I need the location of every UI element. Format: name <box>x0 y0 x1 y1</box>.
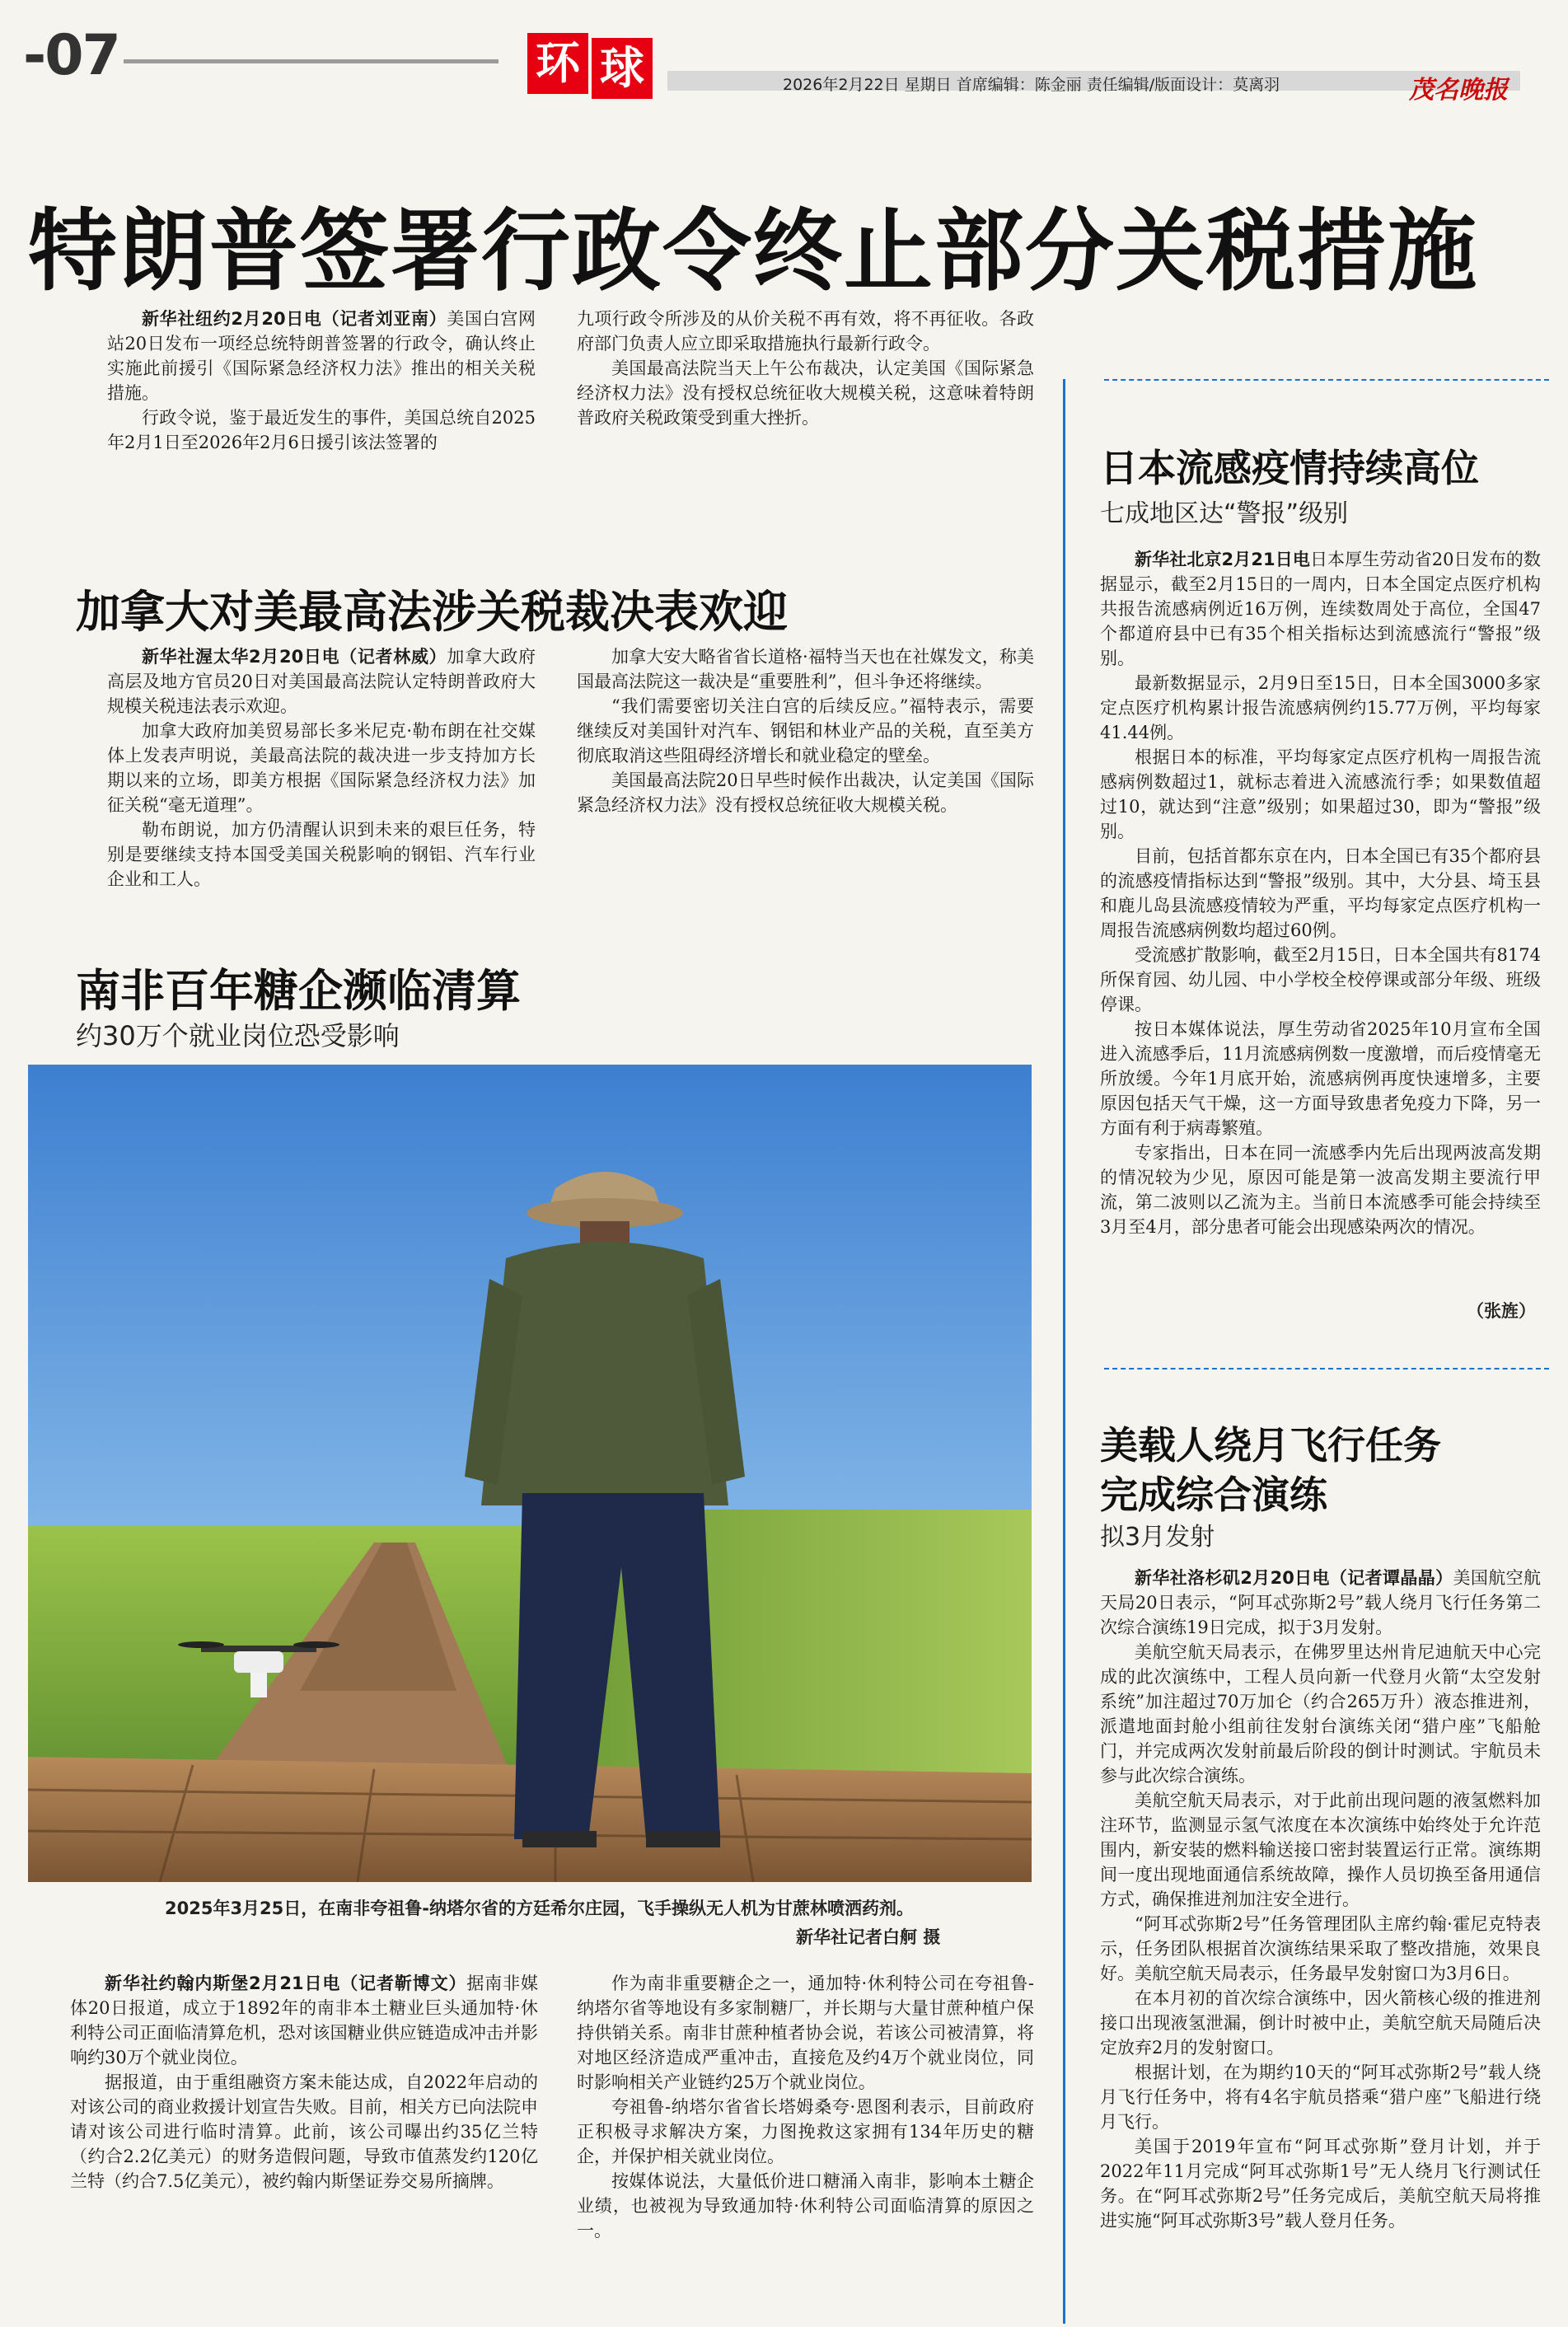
paragraph: 受流感扩散影响，截至2月15日，日本全国共有8174所保育园、幼儿园、中小学校全校停课或部分年级、班级停课。 <box>1100 945 1541 1014</box>
paragraph: 据报道，由于重组融资方案未能达成，自2022年启动的对该公司的商业救援计划宣告失败。目前，相关方已向法院申请对该公司进行临时清算。此前，该公司曝出约35亿兰特（约合2.2亿美元）的财务造假问题，导致市值蒸发约120亿兰特（约合7.5亿美元），被约翰内斯堡证券交易所摘牌。 <box>70 2072 538 2191</box>
photo-credit: 新华社记者白舸 摄 <box>796 1927 941 1947</box>
moon-body <box>1100 1566 1541 2233</box>
section-char-2: 球 <box>592 38 653 99</box>
paragraph: 美国于2019年宣布“阿耳忒弥斯”登月计划，并于2022年11月完成“阿耳忒弥斯1号”无人绕月飞行测试任务。在“阿耳忒弥斯2号”任务完成后，美航空航天局将推进实施“阿耳忒弥斯3号”载人登月任务。 <box>1100 2137 1541 2231</box>
main-col-2 <box>577 307 1034 430</box>
paragraph: 新华社北京2月21日电日本厚生劳动省20日发布的数据显示，截至2月15日的一周内，日本全国定点医疗机构共报告流感病例近16万例，连续数周处于高位，全国47个都道府县中已有35个相关指标达到流感流行“警报”级别。 <box>1100 550 1541 668</box>
canada-col-1 <box>107 644 536 892</box>
section-label <box>527 33 655 99</box>
main-col-1 <box>107 307 536 455</box>
paragraph: 作为南非重要糖企之一，通加特·休利特公司在夸祖鲁-纳塔尔省等地设有多家制糖厂，并长期与大量甘蔗种植户保持供销关系。南非甘蔗种植者协会说，若该公司被清算，将对地区经济造成严重冲击，直接危及约4万个就业岗位，同时影响相关产业链约25万个就业岗位。 <box>577 1974 1034 2092</box>
moon-headline-line2: 完成综合演练 <box>1100 1473 1327 1517</box>
canada-headline: 加拿大对美最高法涉关税裁决表欢迎 <box>76 586 788 638</box>
section-char-1: 环 <box>527 33 588 94</box>
moon-subtitle: 拟3月发射 <box>1100 1523 1215 1552</box>
dateline: 新华社渥太华2月20日电（记者林威） <box>142 647 447 667</box>
page-number: -07 <box>23 23 119 88</box>
japan-body <box>1100 547 1541 1239</box>
paragraph: 加拿大安大略省省长道格·福特当天也在社媒发文，称美国最高法院这一裁决是“重要胜利”，但斗争还将继续。 <box>577 647 1034 691</box>
rail-mid-rule <box>1104 1368 1549 1370</box>
paragraph: 在本月初的首次综合演练中，因火箭核心级的推进剂接口出现液氢泄漏，倒计时被中止，美航空航天局随后决定放弃2月的发射窗口。 <box>1100 1988 1541 2058</box>
paragraph: 专家指出，日本在同一流感季内先后出现两波高发期的情况较为少见，原因可能是第一波高发期主要流行甲流，第二波则以乙流为主。当前日本流感季可能会持续至3月至4月，部分患者可能会出现感染两次的情况。 <box>1100 1143 1541 1237</box>
paragraph: 美航空航天局表示，在佛罗里达州肯尼迪航天中心完成的此次演练中，工程人员向新一代登月火箭“太空发射系统”加注超过70万加仑（约合265万升）液态推进剂，派遣地面封舱小组前往发射台演练关闭“猎户座”飞船舱门，并完成两次发射前最后阶段的倒计时测试。宇航员未参与此次综合演练。 <box>1100 1642 1541 1786</box>
paragraph: 根据计划，在为期约10天的“阿耳忒弥斯2号”载人绕月飞行任务中，将有4名宇航员搭乘“猎户座”飞船进行绕月飞行。 <box>1100 2062 1541 2132</box>
main-headline: 特朗普签署行政令终止部分关税措施 <box>28 200 1479 303</box>
paper-logo: 茂名晚报 <box>1409 76 1508 105</box>
paragraph: 目前，包括首都东京在内，日本全国已有35个都府县的流感疫情指标达到“警报”级别。其中，大分县、埼玉县和鹿儿岛县流感疫情较为严重，平均每家定点医疗机构一周报告流感病例数均超过60例。 <box>1100 846 1541 940</box>
paragraph: 新华社纽约2月20日电（记者刘亚南）美国白宫网站20日发布一项经总统特朗普签署的行政令，确认终止实施此前援引《国际紧急经济权力法》推出的相关关税措施。 <box>107 309 536 403</box>
paragraph: 加拿大政府加美贸易部长多米尼克·勒布朗在社交媒体上发表声明说，美最高法院的裁决进一步支持加方长期以来的立场，即美方根据《国际紧急经济权力法》加征关税“毫无道理”。 <box>107 721 536 815</box>
paragraph: “阿耳忒弥斯2号”任务管理团队主席约翰·霍尼克特表示，任务团队根据首次演练结果采取了整改措施，效果良好。美航空航天局表示，任务最早发射窗口为3月6日。 <box>1100 1914 1541 1983</box>
japan-headline: 日本流感疫情持续高位 <box>1100 446 1479 490</box>
paragraph: 美国最高法院20日早些时候作出裁决，认定美国《国际紧急经济权力法》没有授权总统征收大规模关税。 <box>577 770 1034 815</box>
column-divider <box>1063 379 1065 2324</box>
canada-col-2 <box>577 644 1034 817</box>
southafrica-col-2 <box>577 1971 1034 2243</box>
sugarcane-drone-photo <box>28 1065 1032 1882</box>
paragraph: “我们需要密切关注白宫的后续反应。”福特表示，需要继续反对美国针对汽车、钢铝和林业产品的关税，直至美方彻底取消这些阻碍经济增长和就业稳定的壁垒。 <box>577 696 1034 766</box>
paragraph: 新华社渥太华2月20日电（记者林威）加拿大政府高层及地方官员20日对美国最高法院认定特朗普政府大规模关税违法表示欢迎。 <box>107 647 536 716</box>
paragraph: 新华社洛杉矶2月20日电（记者谭晶晶）美国航空航天局20日表示，“阿耳忒弥斯2号”载人绕月飞行任务第二次综合演练19日完成，拟于3月发射。 <box>1100 1568 1541 1637</box>
paragraph: 按媒体说法，大量低价进口糖涌入南非，影响本土糖企业绩，也被视为导致通加特·休利特公司面临清算的原因之一。 <box>577 2171 1034 2240</box>
dateline: 新华社约翰内斯堡2月21日电（记者靳博文） <box>105 1974 467 1993</box>
paragraph: 九项行政令所涉及的从价关税不再有效，将不再征收。各政府部门负责人应立即采取措施执行最新行政令。 <box>577 309 1034 353</box>
moon-headline-line1: 美载人绕月飞行任务 <box>1100 1423 1441 1468</box>
photo-caption: 2025年3月25日，在南非夸祖鲁-纳塔尔省的方廷希尔庄园，飞手操纵无人机为甘蔗林喷洒药剂。 <box>165 1899 914 1918</box>
paragraph: 新华社约翰内斯堡2月21日电（记者靳博文）据南非媒体20日报道，成立于1892年的南非本土糖业巨头通加特·休利特公司正面临清算危机，恐对该国糖业供应链造成冲击并影响约30万个就业岗位。 <box>70 1974 539 2067</box>
paragraph: 最新数据显示，2月9日至15日，日本全国3000多家定点医疗机构累计报告流感病例约15.77万例，平均每家41.44例。 <box>1100 673 1541 742</box>
rail-top-rule <box>1104 379 1549 381</box>
paragraph: 美国最高法院当天上午公布裁决，认定美国《国际紧急经济权力法》没有授权总统征收大规模关税，这意味着特朗普政府关税政策受到重大挫折。 <box>577 358 1034 428</box>
paragraph: 根据日本的标准，平均每家定点医疗机构一周报告流感病例数超过1，就标志着进入流感流行季；如果数值超过10，就达到“注意”级别；如果超过30，即为“警报”级别。 <box>1100 747 1541 841</box>
dateline: 新华社北京2月21日电 <box>1135 550 1310 569</box>
japan-subtitle: 七成地区达“警报”级别 <box>1100 499 1349 528</box>
dateline: 新华社纽约2月20日电（记者刘亚南） <box>142 309 447 329</box>
japan-author: （张旌） <box>1467 1301 1536 1321</box>
paragraph: 行政令说，鉴于最近发生的事件，美国总统自2025年2月1日至2026年2月6日援引该法签署的 <box>107 408 536 452</box>
dateline: 新华社洛杉矶2月20日电（记者谭晶晶） <box>1135 1568 1453 1588</box>
paragraph: 夸祖鲁-纳塔尔省省长塔姆桑夸·恩图利表示，目前政府正积极寻求解决方案，力图挽救这家拥有134年历史的糖企，并保护相关就业岗位。 <box>577 2097 1034 2166</box>
southafrica-subtitle: 约30万个就业岗位恐受影响 <box>76 1020 400 1051</box>
paragraph: 美航空航天局表示，对于此前出现问题的液氢燃料加注环节，监测显示氢气浓度在本次演练中始终处于允许范围内，新安装的燃料输送接口密封装置运行正常。演练期间一度出现地面通信系统故障，操作人员切换至备用通信方式，确保推进剂加注安全进行。 <box>1100 1791 1541 1909</box>
header-rule <box>124 59 498 63</box>
header-info: 2026年2月22日 星期日 首席编辑：陈金丽 责任编辑/版面设计：莫离羽 <box>783 76 1280 94</box>
paragraph: 按日本媒体说法，厚生劳动省2025年10月宣布全国进入流感季后，11月流感病例数一度激增，而后疫情毫无所放缓。今年1月底开始，流感病例再度快速增多，主要原因包括天气干燥，这一方面导致患者免疫力下降，另一方面有利于病毒繁殖。 <box>1100 1019 1541 1138</box>
southafrica-col-1 <box>70 1971 538 2194</box>
paragraph: 勒布朗说，加方仍清醒认识到未来的艰巨任务，特别是要继续支持本国受美国关税影响的钢铝、汽车行业企业和工人。 <box>107 820 536 889</box>
southafrica-headline: 南非百年糖企濒临清算 <box>76 965 521 1017</box>
